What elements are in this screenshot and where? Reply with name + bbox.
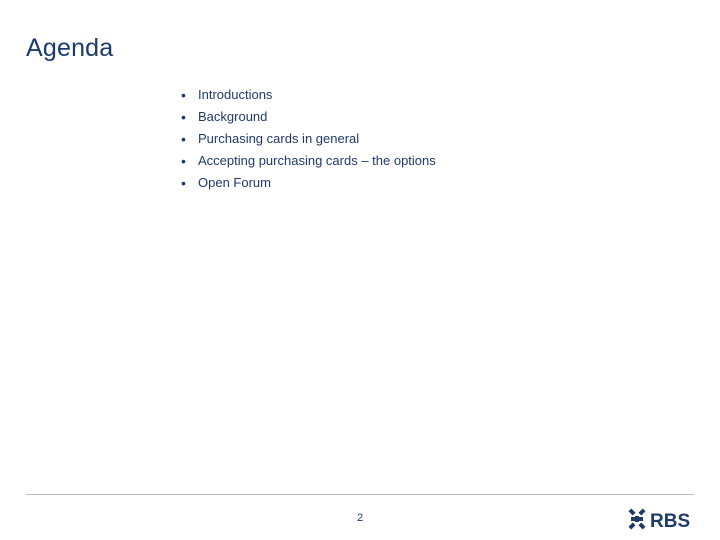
agenda-item-label: Accepting purchasing cards – the options [198, 153, 436, 168]
rbs-logo [627, 507, 703, 533]
agenda-item [181, 128, 436, 150]
bullet-icon: • [181, 109, 186, 125]
agenda-list [181, 84, 436, 194]
page-number: 2 [356, 512, 364, 524]
agenda-item-label: Background [198, 109, 268, 124]
slide-title: Agenda [26, 34, 114, 62]
agenda-item [181, 172, 436, 194]
agenda-item [181, 150, 436, 172]
rbs-daisy-icon [628, 508, 645, 529]
bullet-icon: • [181, 153, 186, 169]
bullet-icon: • [181, 175, 186, 191]
footer-divider [26, 494, 694, 495]
bullet-icon: • [181, 131, 186, 147]
agenda-item-label: Purchasing cards in general [198, 131, 360, 146]
agenda-item [181, 106, 436, 128]
rbs-logo-text: RBS [650, 511, 691, 532]
agenda-item [181, 84, 436, 106]
agenda-item-label: Introductions [198, 87, 273, 102]
agenda-item-label: Open Forum [198, 175, 271, 190]
bullet-icon: • [181, 87, 186, 103]
